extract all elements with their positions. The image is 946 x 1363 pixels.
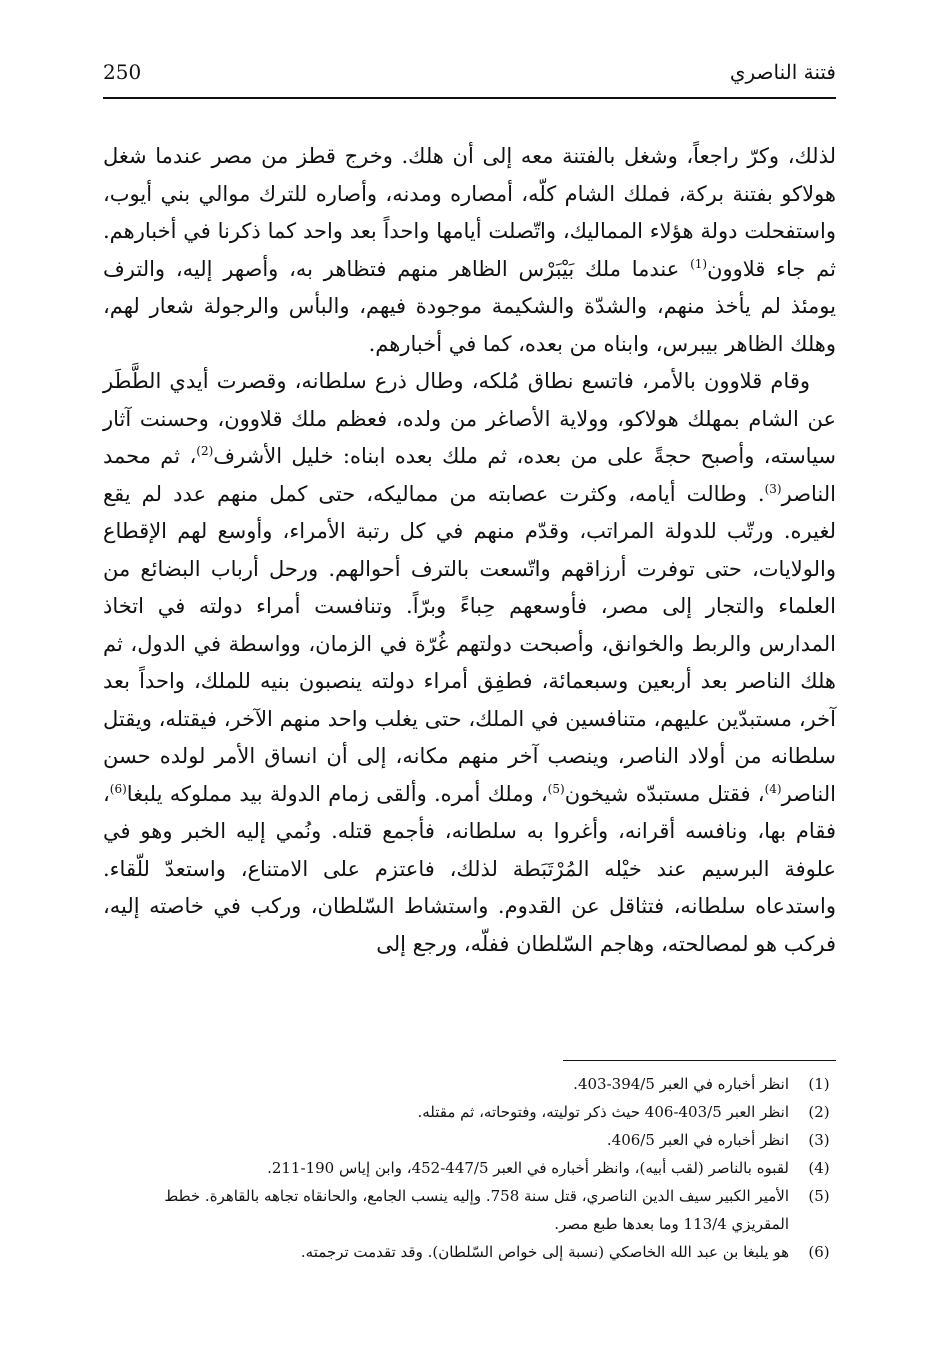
footnote-item (103, 1070, 836, 1098)
page-number: 250 (103, 60, 142, 84)
footnotes (103, 1070, 836, 1266)
paragraph-1: لذلك، وكرّ راجعاً، وشغل بالفتنة معه إلى أن هلك. وخرج قطز من مصر عندما شغل هولاكو بفتنة بركة، فملك الشام كلّه، أمصاره ومدنه، وأصاره للترك موالي بني أيوب، واستفحلت دولة هؤلاء المماليك، واتّصلت أيامها واحداً بعد واحد كما ذكرنا في أخبارهم. ثم جاء قلاوون$^{(1)}$ عندما ملك بَيْبَرْس الظاهر منهم فتظاهر به، وأصهر إليه، والترف يومئذ لم يأخذ منهم، والشدّة والشكيمة موجودة فيهم، والبأس والرجولة شعار لهم، وهلك الظاهر بيبرس، وابناه من بعده، كما في أخبارهم. (103, 144, 836, 356)
footnote-text: لقبوه بالناصر (لقب أبيه)، وانظر أخباره في العبر 447/5-452، وابن إياس 190-211. (267, 1159, 789, 1177)
footnote-ref-5[interactable]: (5) (547, 781, 565, 796)
footnote-item (103, 1098, 836, 1126)
footnote-number: (5) (808, 1187, 830, 1205)
paragraph-2: وقام قلاوون بالأمر، فاتسع نطاق مُلكه، وطال ذرع سلطانه، وقصرت أيدي الطَّطَر عن الشام بمهلك هولاكو، وولاية الأصاغر من ولده، فعظم ملك قلاوون، وحسنت آثار سياسته، وأصبح حجةً على من بعده، ثم ملك بعده ابناه: خليل الأشرف$^{(2)}$، ثم محمد الناصر$^{(3)}$. وطالت أيامه، وكثرت عصابته من مماليكه، حتى كمل منهم عدد لم يقع لغيره. ورتّب للدولة المراتب، وقدّم منهم في كل رتبة الأمراء، وأوسع لهم الإقطاع والولايات، حتى توفرت أرزاقهم واتّسعت بالترف أحوالهم. ورحل أرباب البضائع من العلماء والتجار إلى مصر، فأوسعهم حِباءً وبرّاً. وتنافست أمراء دولته في اتخاذ المدارس والربط والخوانق، وأصبحت دولتهم غُرّة في الزمان، وواسطة في الدول، ثم هلك الناصر بعد أربعين وسبعمائة، فطفِق أمراء دولته ينصبون بنيه للملك، واحداً بعد آخر، مستبدّين عليهم، متنافسين في الملك، حتى يغلب واحد منهم الآخر، فيقتله، ويقتل سلطانه من أولاد الناصر، وينصب آخر منهم مكانه، إلى أن انساق الأمر لولده حسن الناصر$^{(4)}$، فقتل مستبدّه شيخون$^{(5)}$، وملك أمره. وألقى زمام الدولة بيد مملوكه يلبغا$^{(6)}$، فقام بها، ونافسه أقرانه، وأغروا به سلطانه، فأجمع قتله. ونُمي إليه الخبر وهو في علوفة البرسيم عند خيْله المُرْتَبَطة لذلك، فاعتزم على الامتناع، واستعدّ للّقاء. واستدعاه سلطانه، فتثاقل عن القدوم. واستشاط السّلطان، وركب في خاصته إليه، فركب هو لمصالحته، وهاجم السّلطان ففلّه، ورجع إلى (103, 369, 837, 956)
page-header (103, 58, 836, 98)
footnote-number: (3) (808, 1131, 830, 1149)
main-text (103, 138, 836, 963)
footnote-item (103, 1154, 836, 1182)
footnote-item (103, 1126, 836, 1154)
footnote-item (103, 1238, 836, 1266)
footnote-text: الأمير الكبير سيف الدين الناصري، قتل سنة 758. وإليه ينسب الجامع، والحانقاه تجاهه بالقاهرة. خطط المقريزي 113/4 وما بعدها طبع مصر. (164, 1187, 789, 1233)
footnote-text: انظر أخباره في العبر 406/5. (606, 1131, 789, 1149)
running-title: فتنة الناصري (729, 60, 836, 84)
footnote-ref-4[interactable]: (4) (764, 781, 782, 796)
footnote-item (103, 1182, 836, 1238)
footnote-text: هو يلبغا بن عبد الله الخاصكي (نسبة إلى خواص السّلطان). وقد تقدمت ترجمته. (300, 1243, 789, 1261)
footnote-number: (4) (808, 1159, 830, 1177)
footnote-text: انظر أخباره في العبر 394/5-403. (573, 1075, 789, 1093)
header-rule (103, 97, 836, 99)
footnote-ref-6[interactable]: (6) (109, 781, 127, 796)
footnote-text: انظر العبر 403/5-406 حيث ذكر توليته، وفتوحاته، ثم مقتله. (417, 1103, 789, 1121)
footnote-ref-3[interactable]: (3) (764, 481, 782, 496)
footnote-number: (2) (808, 1103, 830, 1121)
footnote-ref-1[interactable]: (1) (690, 256, 708, 271)
footnote-ref-2[interactable]: (2) (196, 444, 214, 458)
footnote-rule (563, 1060, 836, 1061)
footnote-number: (6) (808, 1243, 830, 1261)
footnote-number: (1) (808, 1075, 830, 1093)
